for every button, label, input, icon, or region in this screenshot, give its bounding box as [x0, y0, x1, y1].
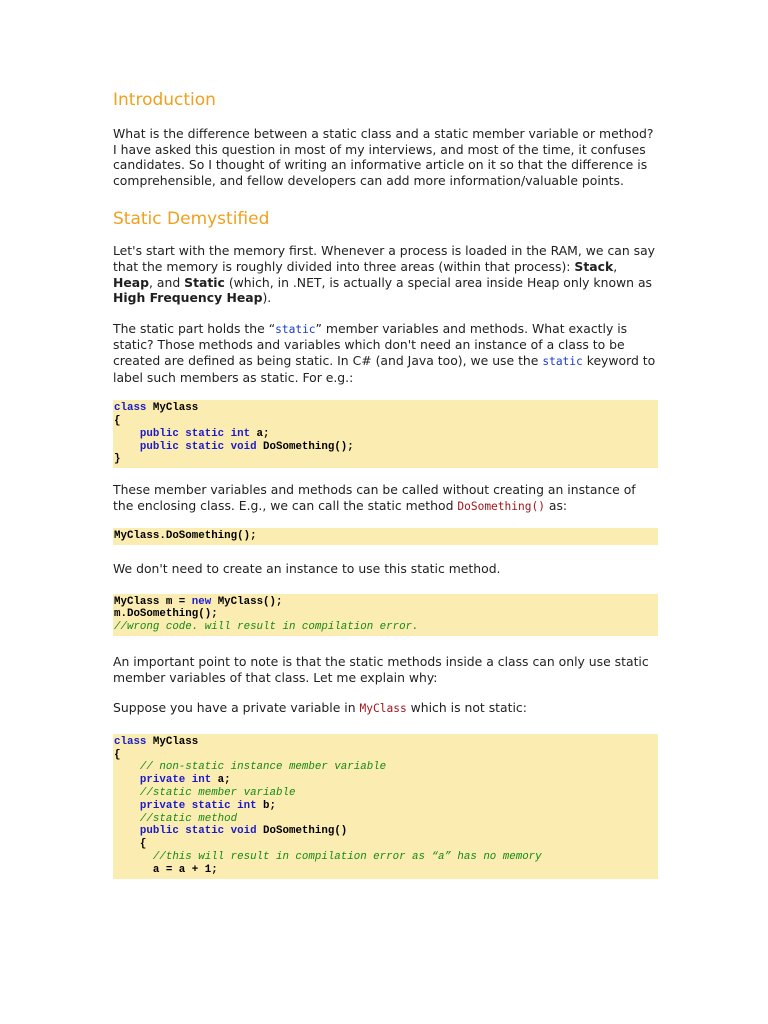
- private-variable-paragraph: Suppose you have a private variable in MyClass which is not static:: [113, 700, 527, 716]
- call-without-instance-paragraph: These member variables and methods can be called without creating an instance of the enclosing class. E.g., we can call the static method DoSomething() as:: [113, 482, 636, 513]
- static-term: Static: [184, 274, 225, 290]
- article-content: [113, 88, 658, 879]
- code-block-myclass: class MyClass { public static int a; public static void DoSomething(); }: [113, 400, 658, 468]
- heap-term: Heap: [113, 274, 150, 290]
- high-frequency-heap-term: High Frequency Heap: [113, 290, 263, 306]
- static-part-paragraph: The static part holds the “static” member variables and methods. What exactly is static? Those methods and variables which don't need an instance of a class to be created are defined as being static. In C# (and Java too), we use the static keyword to label such members as static. For e.g.:: [113, 320, 656, 385]
- intro-paragraph: What is the difference between a static class and a static member variable or method? I have asked this question in most of my interviews, and most of the time, it confuses candidates. So I thought of writing an informative article on it so that the difference is comprehensible, and fellow developers can add more information/valuable points.: [113, 126, 654, 188]
- code-block-wrong-usage: MyClass m = new MyClass(); m.DoSomething(); //wrong code. will result in compilation error.: [113, 594, 658, 636]
- inline-code-dosomething: DoSomething(): [457, 499, 545, 513]
- code-block-static-call: MyClass.DoSomething();: [113, 528, 658, 545]
- no-instance-paragraph: We don't need to create an instance to use this static method.: [113, 561, 501, 577]
- inline-code-static-keyword: static: [542, 354, 583, 368]
- demystified-heading: Static Demystified: [113, 209, 270, 230]
- memory-paragraph: Let's start with the memory first. Whenever a process is loaded in the RAM, we can say that the memory is roughly divided into three areas (within that process): Stack, Heap, and Static (which, in .NET, is actually a special area inside Heap only known as High Frequency Heap).: [113, 243, 656, 306]
- intro-heading: Introduction: [113, 90, 216, 110]
- inline-code-static: static: [275, 322, 316, 336]
- stack-term: Stack: [574, 258, 614, 274]
- inline-code-myclass: MyClass: [359, 702, 407, 716]
- code-block-myclass-private: class MyClass { // non-static instance member variable private int a; //static member variable private static int b; //static method public static void DoSomething() { //this will result in compilation error as “a” has no memory a = a + 1;: [113, 734, 658, 879]
- important-point-paragraph: An important point to note is that the static methods inside a class can only use static member variables of that class. Let me explain why:: [113, 654, 649, 685]
